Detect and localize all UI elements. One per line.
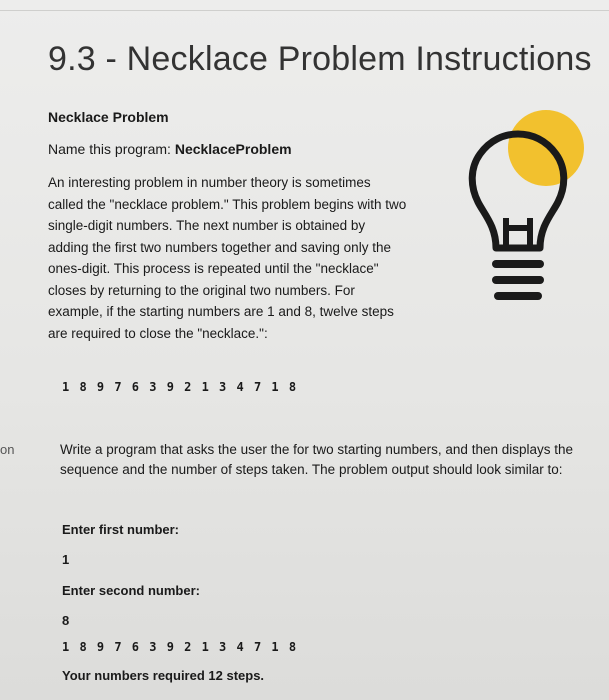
bulb-base-ring-1	[492, 260, 544, 268]
program-name-value: NecklaceProblem	[174, 141, 292, 157]
sample-input-first: 1	[62, 552, 70, 567]
sample-result: Your numbers required 12 steps.	[62, 668, 265, 683]
top-divider	[0, 10, 609, 11]
page-title: 9.3 - Necklace Problem Instructions	[48, 40, 592, 78]
sample-prompt-first: Enter first number:	[62, 522, 180, 537]
example-sequence: 1 8 9 7 6 3 9 2 1 3 4 7 1 8	[62, 380, 297, 394]
program-name-label: Name this program:	[48, 141, 175, 157]
task-description: Write a program that asks the user the for two starting numbers, and then displays the sequence and the number of steps taken. The problem output should look similar to:	[60, 442, 574, 477]
sample-prompt-second: Enter second number:	[62, 583, 200, 598]
problem-description: An interesting problem in number theory is sometimes called the "necklace problem." This problem begins with two single-digit numbers. The next number is obtained by adding the first two numbers together and saving only the ones-digit. This process is repeated until the "necklace" closes by returning to the original two numbers. For example, if the starting numbers are 1 and 8, twelve steps are required to close the "necklace.":	[48, 175, 407, 341]
sample-input-second: 8	[62, 613, 70, 628]
program-name-line	[48, 141, 292, 157]
bulb-accent-circle	[508, 110, 584, 186]
section-heading: Necklace Problem	[48, 109, 169, 125]
lightbulb-icon	[448, 110, 588, 320]
bulb-base-ring-2	[492, 276, 544, 284]
bulb-filament	[506, 218, 530, 246]
bulb-base-ring-3	[494, 292, 542, 300]
side-label: on	[0, 442, 15, 457]
sample-sequence: 1 8 9 7 6 3 9 2 1 3 4 7 1 8	[62, 640, 297, 654]
